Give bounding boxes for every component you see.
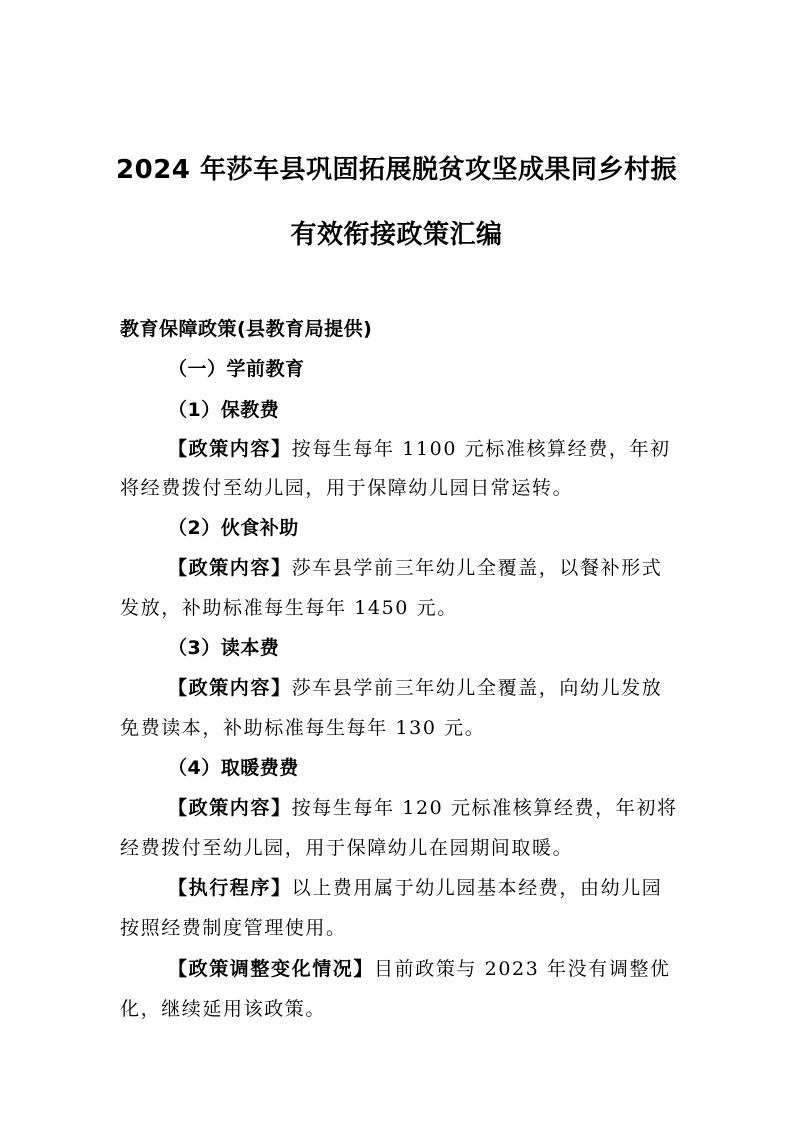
document-title-line-2: 有效衔接政策汇编 <box>290 220 503 250</box>
item-paragraph-line <box>168 674 680 702</box>
procedure-text: 以上费用属于幼儿园基本经费，由幼儿园 <box>291 877 663 899</box>
policy-content-label: 【政策内容】 <box>168 557 292 579</box>
procedure-paragraph-line: 按照经费制度管理使用。 <box>120 917 347 939</box>
subsection-heading: （一）学前教育 <box>168 358 305 380</box>
item-text: 莎车县学前三年幼儿全覆盖，以餐补形式 <box>291 557 663 579</box>
procedure-label: 【执行程序】 <box>168 877 292 899</box>
item-heading: （3）读本费 <box>168 637 280 659</box>
item-paragraph-line: 将经费拨付至幼儿园，用于保障幼儿园日常运转。 <box>120 477 574 499</box>
item-text: 莎车县学前三年幼儿全覆盖，向幼儿发放 <box>291 677 663 699</box>
change-paragraph-line: 化，继续延用该政策。 <box>120 998 327 1020</box>
change-paragraph-line <box>168 955 680 983</box>
policy-content-label: 【政策内容】 <box>168 438 292 460</box>
item-text: 按每生每年 1100 元标准核算经费，年初 <box>291 438 671 460</box>
item-heading: （1）保教费 <box>168 399 280 421</box>
item-paragraph-line <box>168 794 680 822</box>
item-paragraph-line: 免费读本，补助标准每生每年 130 元。 <box>120 717 486 739</box>
procedure-paragraph-line <box>168 874 680 902</box>
change-label: 【政策调整变化情况】 <box>168 958 375 980</box>
policy-content-label: 【政策内容】 <box>168 677 292 699</box>
item-paragraph-line: 经费拨付至幼儿园，用于保障幼儿在园期间取暖。 <box>120 837 574 859</box>
item-heading: （4）取暖费费 <box>168 757 299 779</box>
item-paragraph-line <box>168 435 680 463</box>
item-heading: （2）伙食补助 <box>168 517 299 539</box>
item-text: 按每生每年 120 元标准核算经费，年初将 <box>291 797 678 819</box>
policy-content-label: 【政策内容】 <box>168 797 292 819</box>
section-heading: 教育保障政策(县教育局提供) <box>120 318 373 340</box>
document-title-line-1: 2024 年莎车县巩固拓展脱贫攻坚成果同乡村振 <box>116 155 677 185</box>
item-paragraph-line <box>168 554 680 582</box>
change-text: 目前政策与 2023 年没有调整优 <box>374 958 671 980</box>
item-paragraph-line: 发放，补助标准每生每年 1450 元。 <box>120 597 458 619</box>
